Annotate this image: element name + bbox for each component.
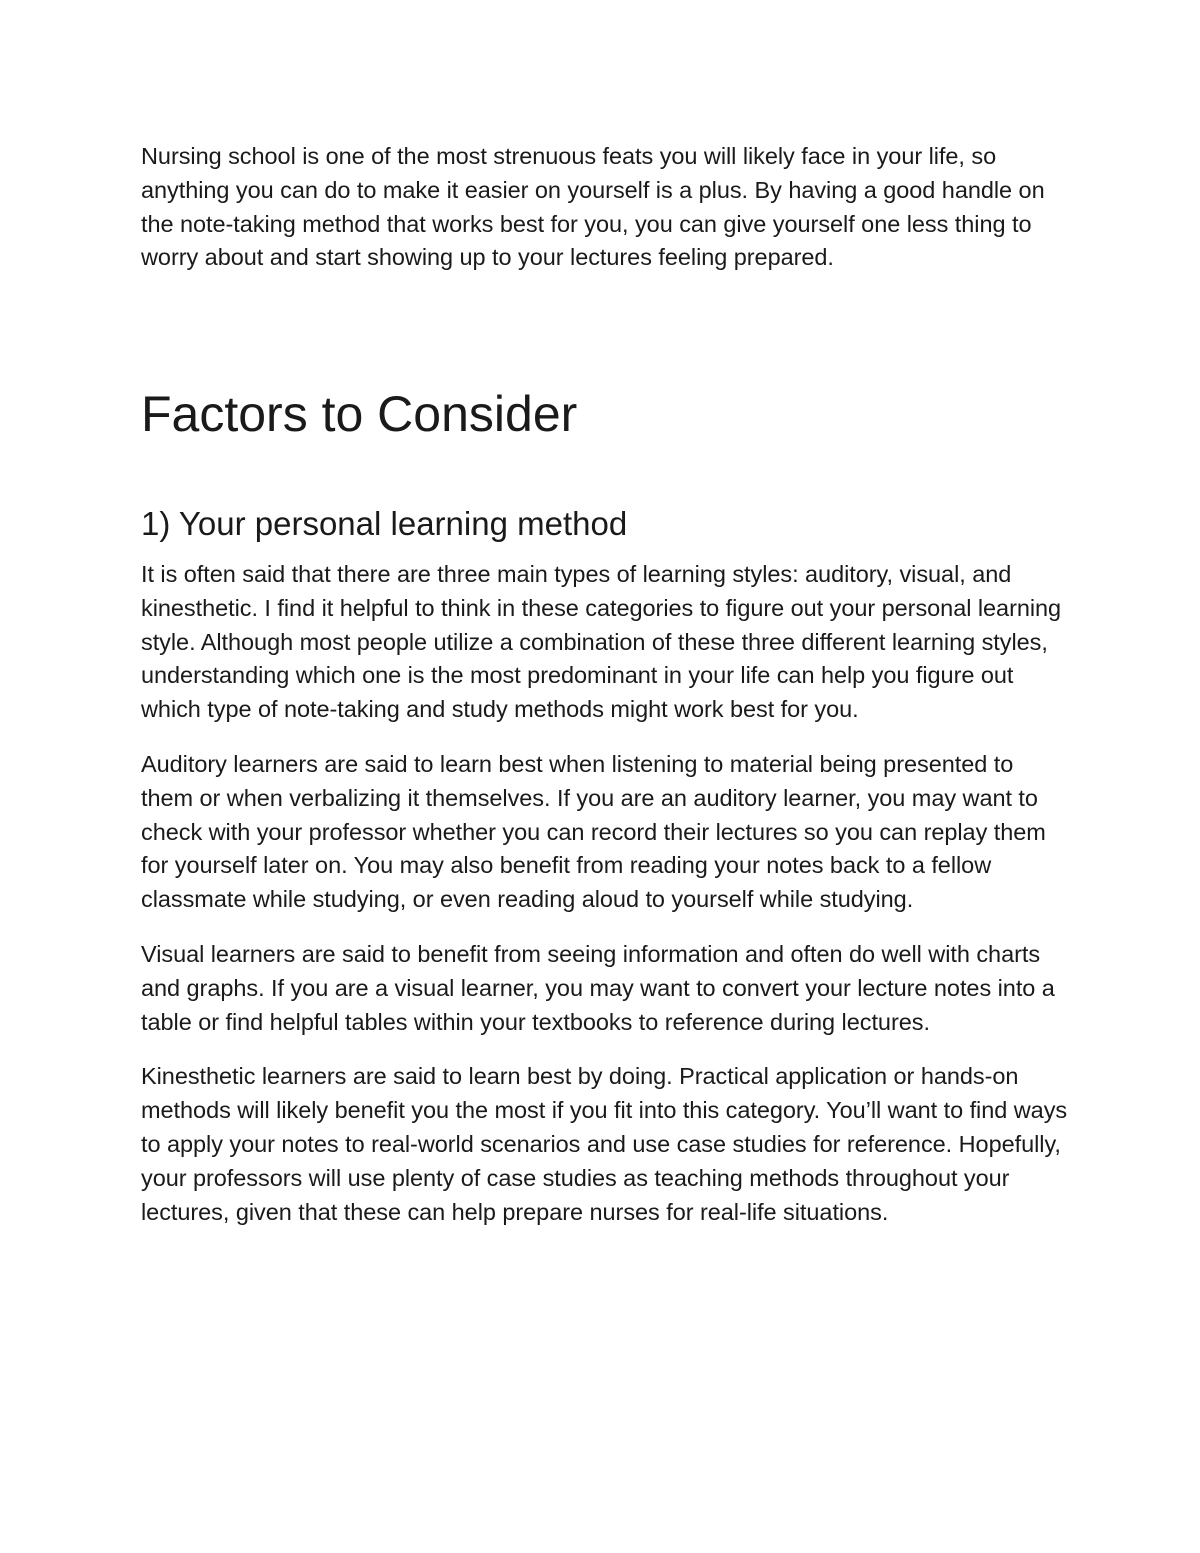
document-page xyxy=(141,140,1071,1225)
paragraph-visual: Visual learners are said to benefit from seeing information and often do well with charts and graphs. If you are a visual learner, you may want to convert your lecture notes into a table or find helpful tables within your textbooks to reference during lectures. xyxy=(141,940,1055,1035)
paragraph-auditory: Auditory learners are said to learn best when listening to material being presented to them or when verbalizing it themselves. If you are an auditory learner, you may want to check with your professor whether you can record their lectures so you can replay them for yourself later on. You may also benefit from reading your notes back to a fellow classmate while studying, or even reading aloud to yourself while studying. xyxy=(141,750,1046,913)
section-body xyxy=(141,558,1071,1229)
paragraph-learning-styles: It is often said that there are three main types of learning styles: auditory, visual, and kinesthetic. I find it helpful to think in these categories to figure out your personal learning style. Although most people utilize a combination of these three different learning styles, understanding which one is the most predominant in your life can help you figure out which type of note-taking and study methods might work best for you. xyxy=(141,561,1062,723)
subsection-heading: 1) Your personal learning method xyxy=(141,505,628,542)
section-heading: Factors to Consider xyxy=(141,386,578,442)
paragraph-kinesthetic: Kinesthetic learners are said to learn best by doing. Practical application or hands-on methods will likely benefit you the most if you fit into this category. You’ll want to find ways to apply your notes to real-world scenarios and use case studies for reference. Hopefully, your professors will use plenty of case studies as teaching methods throughout your lectures, given that these can help prepare nurses for real-life situations. xyxy=(141,1063,1068,1225)
intro-paragraph: Nursing school is one of the most strenuous feats you will likely face in your life, so anything you can do to make it easier on yourself is a plus. By having a good handle on the note-taking method that works best for you, you can give yourself one less thing to worry about and start showing up to your lectures feeling prepared. xyxy=(141,143,1045,271)
